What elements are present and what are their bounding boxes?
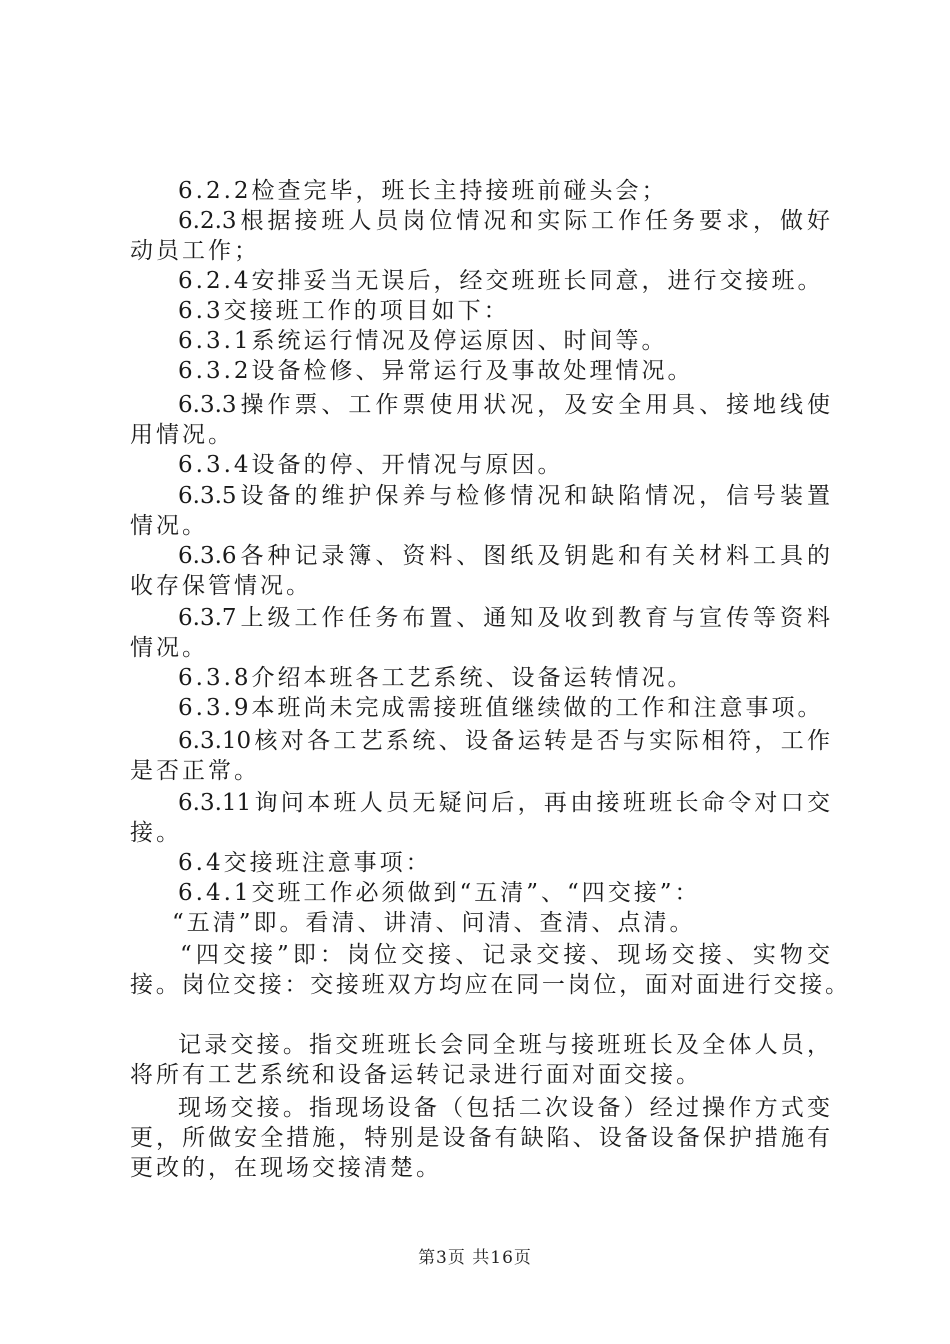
line-site-handover-cont2: 更改的，在现场交接清楚。 — [130, 1155, 442, 1181]
line-6-3-4: 6.3.4设备的停、开情况与原因。 — [178, 452, 564, 478]
line-6-3-3-cont: 用情况。 — [130, 422, 234, 448]
line-6-3: 6.3交接班工作的项目如下： — [178, 298, 510, 324]
line-6-3-8: 6.3.8介绍本班各工艺系统、设备运转情况。 — [178, 665, 694, 691]
line-6-3-6: 6.3.6各种记录簿、资料、图纸及钥匙和有关材料工具的 — [178, 543, 830, 569]
line-6-3-5: 6.3.5设备的维护保养与检修情况和缺陷情况，信号装置 — [178, 483, 830, 509]
line-6-3-11-cont: 接。 — [130, 820, 182, 846]
line-6-3-1: 6.3.1系统运行情况及停运原因、时间等。 — [178, 328, 668, 354]
line-6-3-5-cont: 情况。 — [130, 513, 208, 539]
line-6-2-2: 6.2.2检查完毕，班长主持接班前碰头会； — [178, 178, 668, 204]
line-6-3-7: 6.3.7上级工作任务布置、通知及收到教育与宣传等资料 — [178, 605, 830, 631]
line-6-3-9: 6.3.9本班尚未完成需接班值继续做的工作和注意事项。 — [178, 695, 824, 721]
line-6-3-11: 6.3.11询问本班人员无疑问后，再由接班班长命令对口交 — [178, 790, 830, 816]
line-6-3-7-cont: 情况。 — [130, 635, 208, 661]
line-6-4-1: 6.4.1交班工作必须做到“五清”、“四交接”： — [178, 880, 701, 906]
line-6-3-10-cont: 是否正常。 — [130, 758, 260, 784]
line-6-2-4: 6.2.4安排妥当无误后，经交班班长同意，进行交接班。 — [178, 268, 824, 294]
line-6-2-3: 6.2.3根据接班人员岗位情况和实际工作任务要求，做好 — [178, 208, 830, 234]
line-record-handover-cont: 将所有工艺系统和设备运转记录进行面对面交接。 — [130, 1062, 702, 1088]
line-6-3-10: 6.3.10核对各工艺系统、设备运转是否与实际相符，工作 — [178, 728, 830, 754]
page-footer: 第3页 共16页 — [418, 1248, 532, 1268]
line-wuqing: “五清”即。看清、讲清、问清、查清、点清。 — [172, 910, 696, 936]
line-sijiaojie: “四交接”即：岗位交接、记录交接、现场交接、实物交 — [180, 942, 830, 968]
line-record-handover: 记录交接。指交班班长会同全班与接班班长及全体人员， — [178, 1032, 830, 1058]
line-site-handover: 现场交接。指现场设备（包括二次设备）经过操作方式变 — [178, 1095, 830, 1121]
line-sijiaojie-cont: 接。岗位交接：交接班双方均应在同一岗位，面对面进行交接。 — [130, 972, 848, 998]
line-6-4: 6.4交接班注意事项： — [178, 850, 432, 876]
line-site-handover-cont1: 更，所做安全措施，特别是设备有缺陷、设备设备保护措施有 — [130, 1125, 830, 1151]
line-6-3-2: 6.3.2设备检修、异常运行及事故处理情况。 — [178, 358, 694, 384]
line-6-2-3-cont: 动员工作； — [130, 238, 260, 264]
line-6-3-6-cont: 收存保管情况。 — [130, 573, 312, 599]
line-6-3-3: 6.3.3操作票、工作票使用状况，及安全用具、接地线使 — [178, 392, 830, 418]
